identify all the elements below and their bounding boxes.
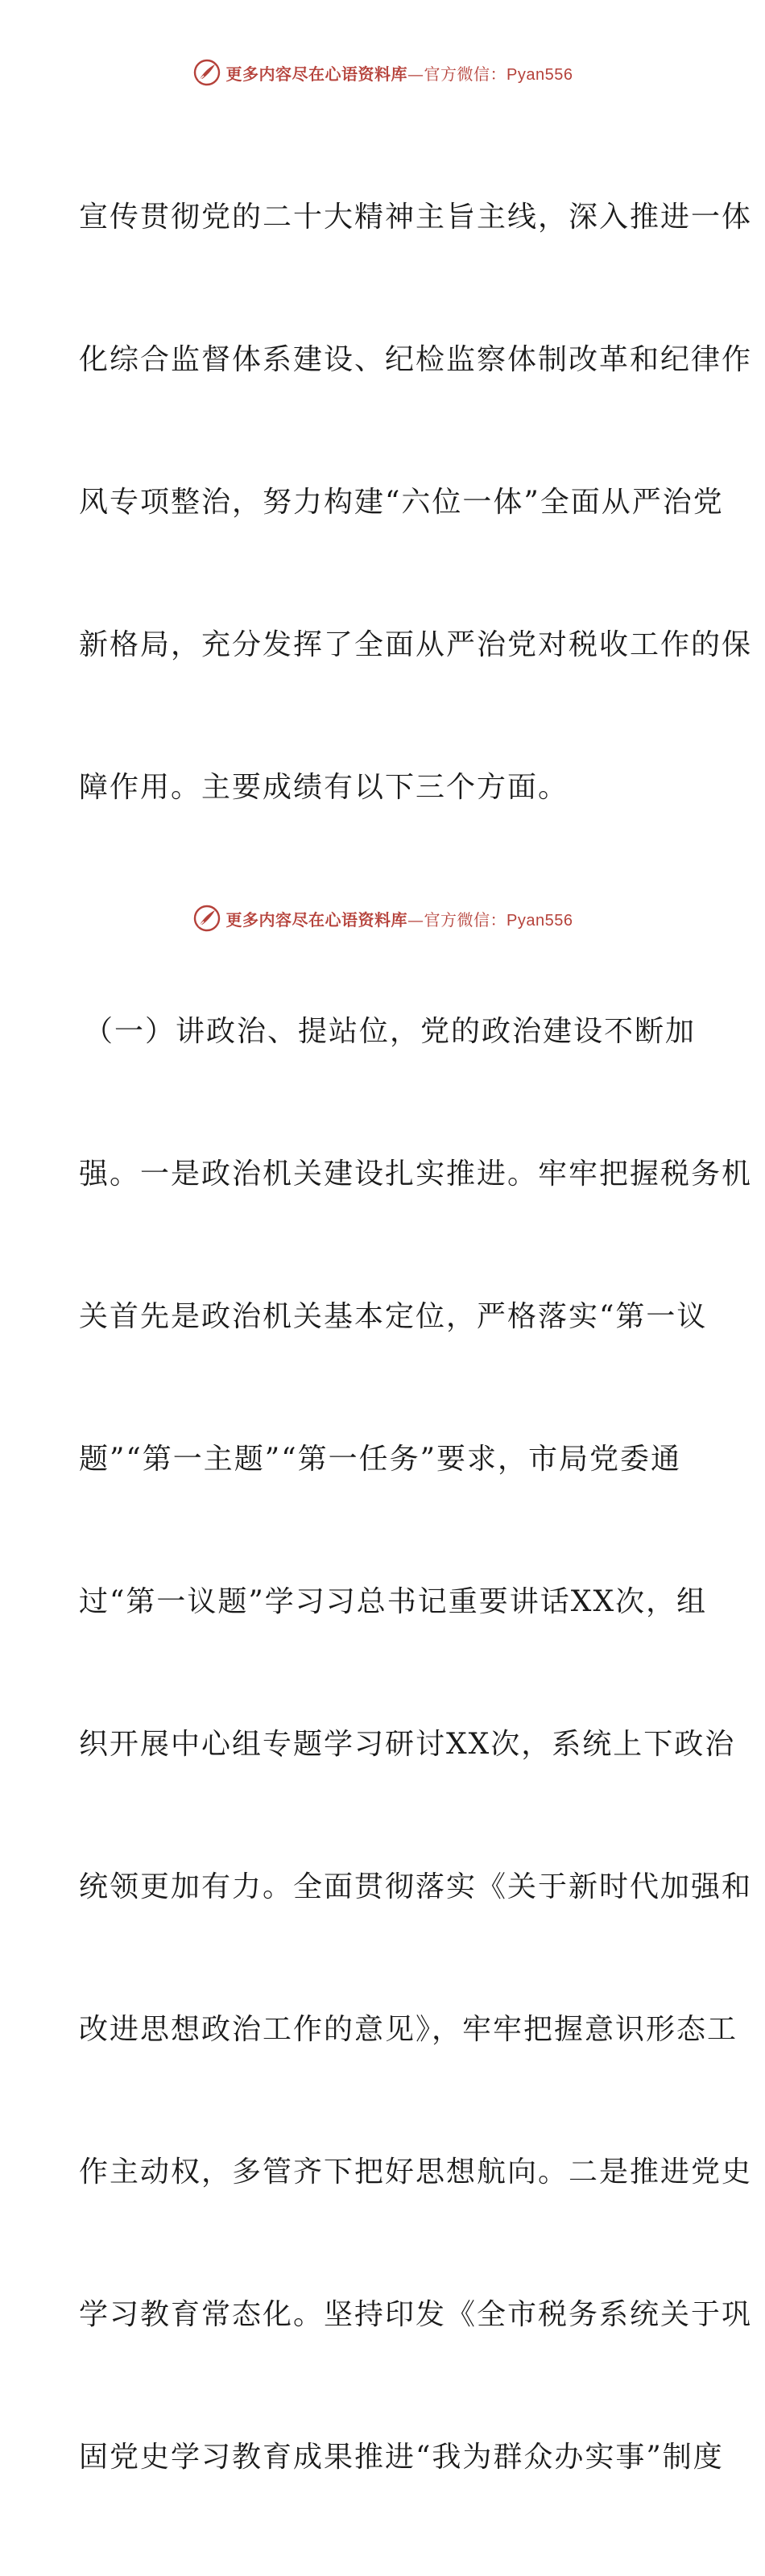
text-line: 学习教育常态化。坚持印发《全市税务系统关于巩 [79,2298,753,2331]
watermark-text [226,61,573,85]
text-line: 固党史学习教育成果推进“我为群众办实事”制度 [79,2441,724,2474]
watermark-contact-id: Pyan556 [507,911,573,930]
text-line: 关首先是政治机关基本定位，严格落实“第一议 [79,1300,708,1333]
text-line: 强。一是政治机关建设扎实推进。牢牢把握税务机 [79,1158,753,1191]
watermark-separator: — [407,64,424,84]
text-line: 统领更加有力。全面贯彻落实《关于新时代加强和 [79,1870,753,1903]
watermark-brand: 更多内容尽在心语资料库 [225,909,408,930]
text-line: 织开展中心组专题学习研讨XX次，系统上下政治 [79,1728,736,1761]
paragraph-2 [79,913,753,2576]
watermark-text [226,907,573,930]
watermark-contact-label: 官方微信： [424,909,507,930]
text-line: 化综合监督体系建设、纪检监察体制改革和纪律作 [79,343,753,376]
quill-logo-icon [192,904,221,933]
text-line: 过“第一议题”学习习总书记重要讲话XX次，组 [79,1585,708,1618]
text-line: 风专项整治，努力构建“六位一体”全面从严治党 [79,486,724,519]
watermark-contact-label: 官方微信： [424,64,507,84]
text-line: 新格局，充分发挥了全面从严治党对税收工作的保 [79,628,753,661]
watermark-contact-id: Pyan556 [507,65,573,84]
document-body [79,98,753,2576]
text-line: 障作用。主要成绩有以下三个方面。 [79,771,569,804]
text-line: 改进思想政治工作的意见》，牢牢把握意识形态工 [79,2013,738,2046]
text-line: 作主动权，多管齐下把好思想航向。二是推进党史 [79,2156,753,2189]
paragraph-1 [79,98,753,906]
quill-logo-icon [192,58,221,87]
header-watermark [0,56,765,89]
text-line: 题”“第一主题”“第一任务”要求，市局党委通 [79,1443,682,1476]
watermark-separator: — [407,909,424,930]
text-line: 宣传贯彻党的二十大精神主旨主线，深入推进一体 [79,201,753,234]
section-heading-line: （一）讲政治、提站位，党的政治建设不断加 [84,1015,697,1048]
watermark-brand: 更多内容尽在心语资料库 [225,64,408,84]
footer-watermark [0,902,765,934]
